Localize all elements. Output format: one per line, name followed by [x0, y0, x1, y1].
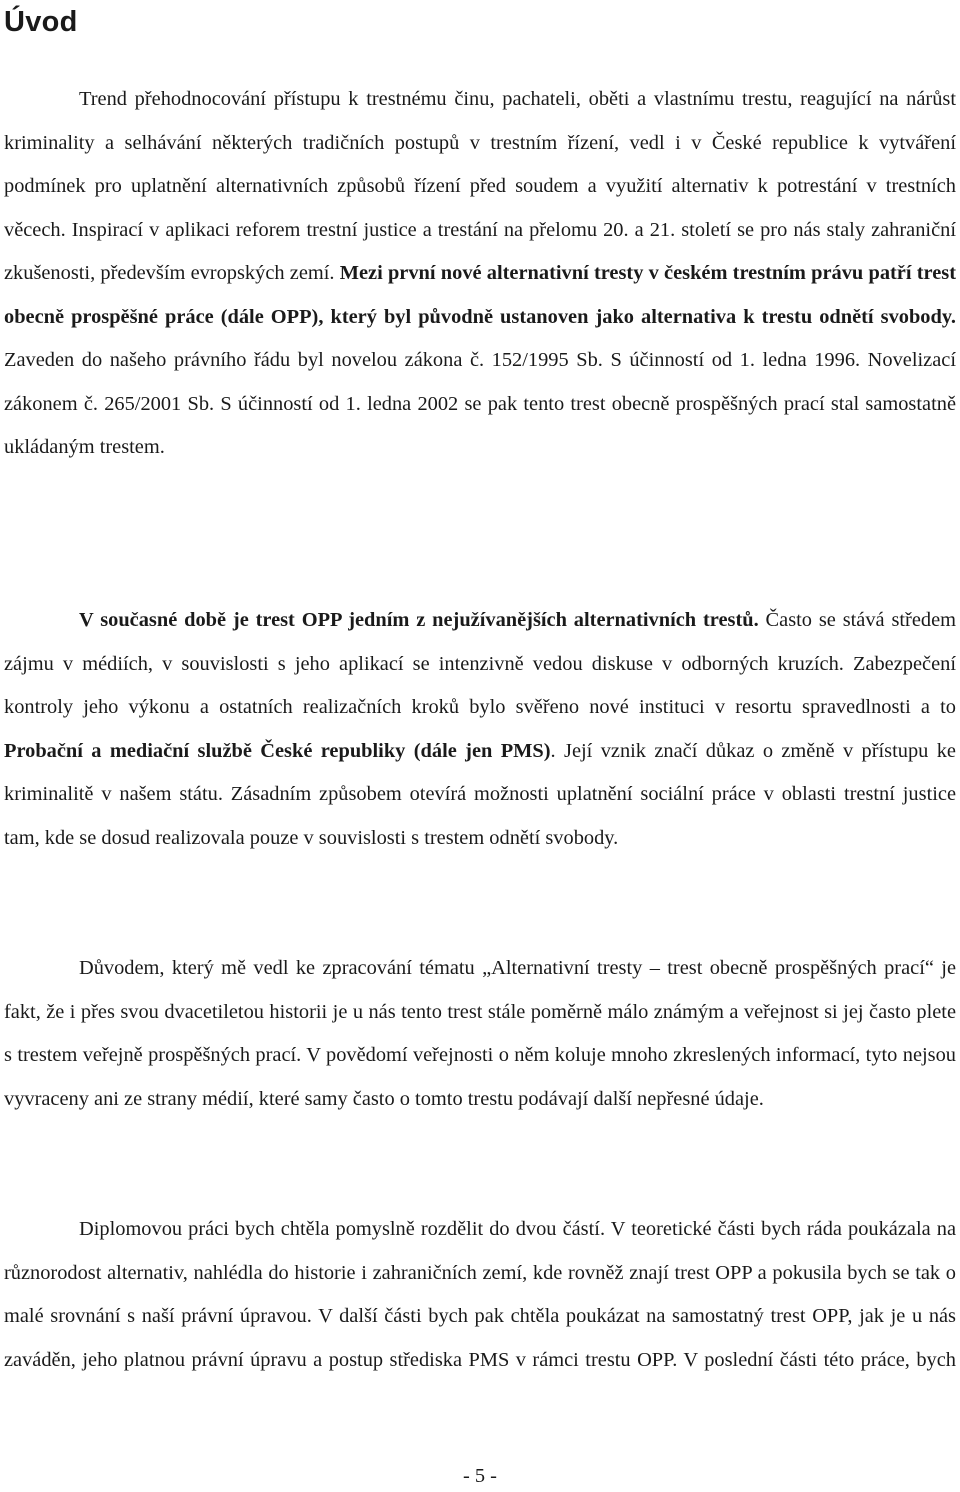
text-segment: . Její vznik značí důkaz o změně v přístupu ke kriminalitě v našem státu. Zásadním způsobem otevírá možnosti uplatnění sociální práce v oblasti trestní justice tam, kde se dosud realizovala pouze v souvislosti s trestem odnětí svobody.	[4, 739, 956, 849]
bold-text-segment: Probační a mediační službě České republiky (dále jen PMS)	[4, 739, 551, 762]
bold-text-segment: V současné době je trest OPP jedním z nejužívanějších alternativních trestů.	[79, 609, 759, 631]
text-segment: Často se stává středem zájmu v médiích, v souvislosti s jeho aplikací se intenzivně vedou diskuse v odborných kruzích. Zabezpečení kontroly jeho výkonu a ostatních realizačních kroků bylo svěřeno nové instituci v resortu spravedlnosti a to	[4, 609, 956, 718]
text-segment: Důvodem, který mě vedl ke zpracování tématu „Alternativní tresty – trest obecně prospěšných prací“ je fakt, že i přes svou dvacetiletou historii je u nás tento trest stále poměrně málo známým a veřejnost si jej často plete s trestem veřejně prospěšných prací. V povědomí veřejnosti o něm koluje mnoho zkreslených informací, tyto nejsou vyvraceny ani ze strany médií, které samy často o tomto trestu podávají další nepřesné údaje.	[4, 957, 956, 1110]
section-heading: Úvod	[4, 6, 78, 38]
text-segment: Trend přehodnocování přístupu k trestnému činu, pachateli, oběti a vlastnímu trestu, reagující na nárůst kriminality a selhávání některých tradičních postupů v trestním řízení, vedl i v České republice k vytváření podmínek pro uplatnění alternativních způsobů řízení před soudem a využití alternativ k potrestání v trestních věcech. Inspirací v aplikaci reforem trestní justice a trestání na přelomu 20. a 21. století se pro nás staly zahraniční zkušenosti, především evropských zemí.	[4, 88, 956, 284]
paragraph-motivation	[4, 947, 956, 1121]
text-segment: Zaveden do našeho právního řádu byl novelou zákona č. 152/1995 Sb. S účinností od 1. ledna 1996. Novelizací zákonem č. 265/2001 Sb. S účinností od 1. ledna 2002 se pak tento trest obecně prospěšných prací stal samostatně ukládaným trestem.	[4, 349, 956, 458]
paragraph-intro	[4, 78, 956, 470]
document-page	[4, 0, 956, 1492]
paragraph-current-state	[4, 599, 956, 860]
text-segment: Diplomovou práci bych chtěla pomyslně rozdělit do dvou částí. V teoretické části bych ráda poukázala na různorodost alternativ, nahlédla do historie i zahraničních zemí, kde rovněž znají trest OPP a pokusila bych se tak o malé srovnání s naší právní úpravou. V další části bych pak chtěla poukázat na samostatný trest OPP, jak je u nás zaváděn, jeho platnou právní úpravu a postup střediska PMS v rámci trestu OPP. V poslední části této práce, bych	[4, 1218, 956, 1371]
bold-text-segment: Mezi první nové alternativní tresty v českém trestním právu patří trest obecně prospěšné práce (dále OPP), který byl původně ustanoven jako alternativa k trestu odnětí svobody.	[4, 262, 956, 328]
page-number: - 5 -	[463, 1465, 497, 1487]
paragraph-structure	[4, 1208, 956, 1382]
